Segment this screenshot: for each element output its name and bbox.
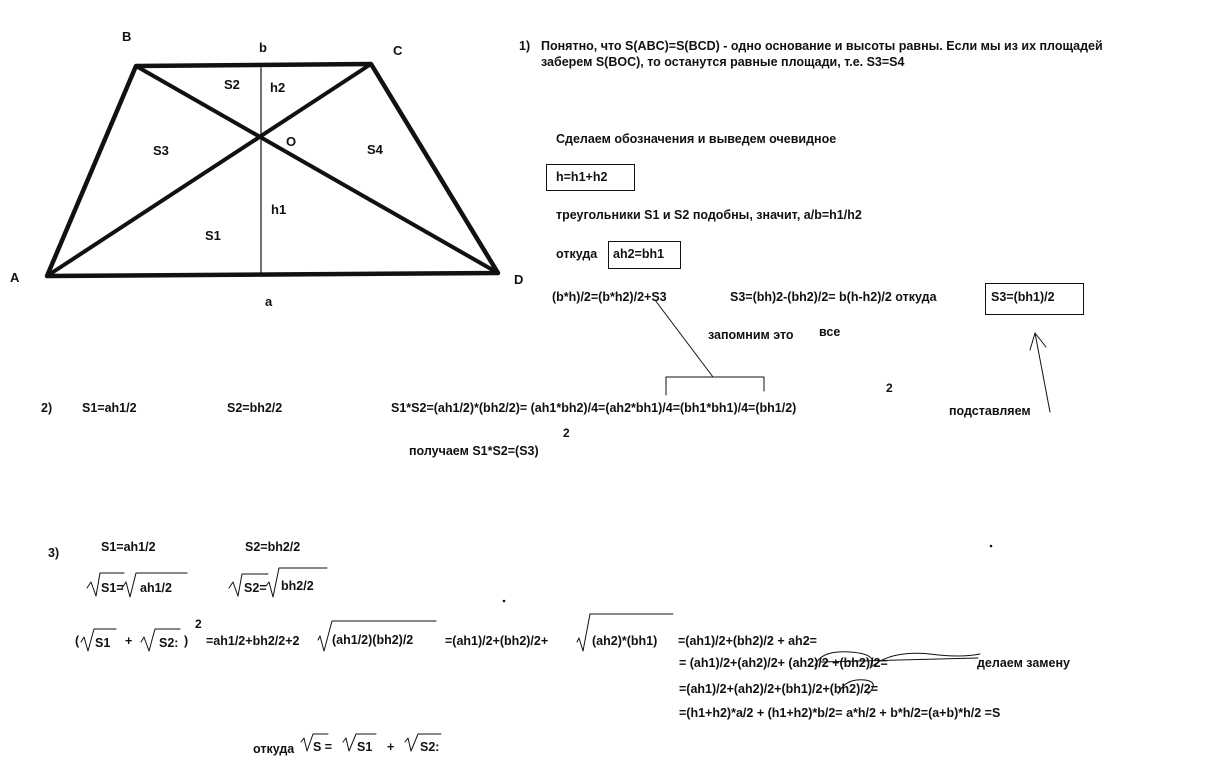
tail-expr: =(ah1)/2+(bh2)/2 + ah2= [678, 634, 817, 648]
part2-square-2: 2 [563, 426, 570, 440]
final-plus: + [387, 740, 395, 754]
final-whence: откуда [253, 742, 295, 756]
expand-expr: =ah1/2+bh2/2+2 [206, 634, 300, 648]
side-b-label: b [259, 40, 267, 55]
area-s4-label: S4 [367, 142, 383, 157]
s3-result: S3=(bh1)/2 [991, 290, 1055, 304]
part3-number: 3) [48, 546, 60, 560]
whence-label-1: откуда [556, 247, 598, 261]
final-s2: S2: [420, 740, 440, 754]
expand-root-arg: (ah1/2)(bh2)/2 [332, 633, 414, 647]
paren-close: ) [184, 634, 189, 648]
part3-line3: =(ah1)/2+(ah2)/2+(bh1)/2+(bh2)/2= [679, 682, 879, 696]
vertex-c-label: C [393, 43, 403, 58]
s3-derivation: S3=(bh)2-(bh2)/2= b(h-h2)/2 откуда [730, 290, 937, 304]
part2-s1: S1=ah1/2 [82, 401, 137, 415]
vertex-b-label: B [122, 29, 132, 44]
replace-label: делаем замену [977, 656, 1070, 670]
final-s: S = [313, 740, 333, 754]
vertex-d-label: D [514, 272, 524, 287]
part3-s2: S2=bh2/2 [245, 540, 301, 554]
sum-square: 2 [195, 617, 202, 631]
similar-triangles-text: треугольники S1 и S2 подобны, значит, a/b=h1/h2 [556, 208, 862, 222]
part3-line4: =(h1+h2)*a/2 + (h1+h2)*b/2= a*h/2 + b*h/2=(a+b)*h/2 =S [679, 706, 1001, 720]
area-s2-label: S2 [224, 77, 240, 92]
substitute-label: подставляем [949, 404, 1031, 418]
diagonal-ac [47, 64, 371, 276]
root1-left: S1= [101, 581, 124, 595]
part1-line2: заберем S(BOC), то останутся равные площади, т.е. S3=S4 [541, 55, 905, 69]
part3-line2: = (ah1)/2+(ah2)/2+ (ah2)/2 +(bh2)/2= [679, 656, 888, 670]
area-s3-label: S3 [153, 143, 169, 158]
sum-root-s2: S2: [159, 636, 179, 650]
bracket [666, 377, 764, 395]
part2-product: S1*S2=(ah1/2)*(bh2/2)= (ah1*bh2)/4=(ah2*bh1)/4=(bh1*bh1)/4=(bh1/2) [391, 401, 797, 415]
pointer-arrow [1035, 333, 1050, 412]
part2-number: 2) [41, 401, 53, 415]
point-o-label: O [286, 134, 297, 149]
vertex-a-label: A [10, 270, 20, 285]
part1-number: 1) [519, 39, 531, 53]
stray-dot-2 [503, 600, 505, 602]
sum-root-s1: S1 [95, 636, 111, 650]
part2-square-1: 2 [886, 381, 893, 395]
ah2-equation: ah2=bh1 [613, 247, 665, 261]
part1-line1: Понятно, что S(ABC)=S(BCD) - одно основание и высоты равны. Если мы из их площадей [541, 39, 1103, 53]
area-s1-label: S1 [205, 228, 221, 243]
height-h2-label: h2 [270, 80, 286, 95]
final-s1: S1 [357, 740, 373, 754]
side-a-label: a [265, 294, 273, 309]
all-label: все [819, 325, 841, 339]
sum-plus: + [125, 634, 133, 648]
pointer-line-1 [655, 300, 713, 377]
mid-expr: =(ah1)/2+(bh2)/2+ [445, 634, 549, 648]
root2-left: S2= [244, 581, 267, 595]
root2-right: bh2/2 [281, 579, 314, 593]
height-h1-label: h1 [271, 202, 287, 217]
trapezoid-outline [47, 64, 498, 276]
stray-dot-1 [990, 545, 992, 547]
remember-label: запомним это [708, 328, 794, 342]
part3-s1: S1=ah1/2 [101, 540, 156, 554]
root1-right: ah1/2 [140, 581, 172, 595]
part2-result: получаем S1*S2=(S3) [409, 444, 539, 458]
part2-s2: S2=bh2/2 [227, 401, 283, 415]
h-equation: h=h1+h2 [556, 170, 608, 184]
area-equation: (b*h)/2=(b*h2)/2+S3 [552, 290, 667, 304]
mid-root-arg: (ah2)*(bh1) [592, 634, 658, 648]
paren-open: ( [75, 634, 80, 648]
part1-intro: Сделаем обозначения и выведем очевидное [556, 132, 837, 146]
